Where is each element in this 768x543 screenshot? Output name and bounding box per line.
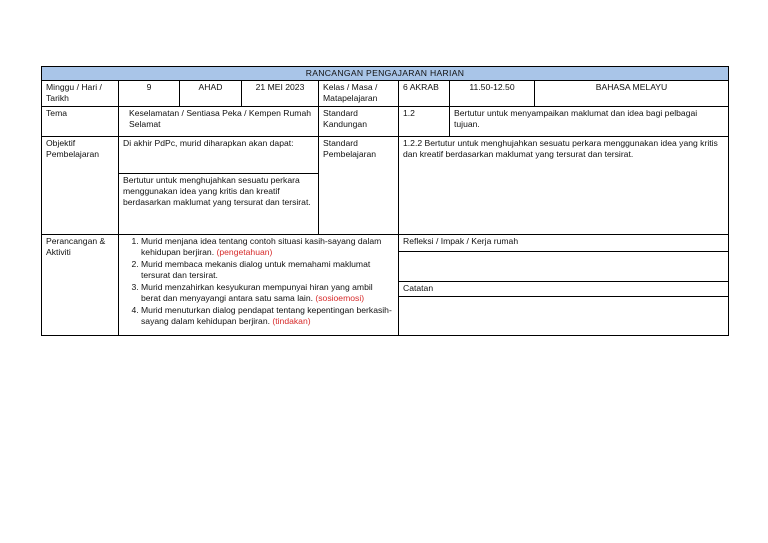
row-aktiviti bbox=[42, 235, 729, 336]
title-row bbox=[42, 67, 729, 81]
catatan-label: Catatan bbox=[399, 282, 728, 297]
objektif-cell bbox=[119, 137, 319, 235]
perancangan-label: Perancangan & Aktiviti bbox=[42, 235, 119, 336]
standard-kandungan-text: Bertutur untuk menyampaikan maklumat dan idea bagi pelbagai tujuan. bbox=[450, 107, 729, 137]
activity-tag: (tindakan) bbox=[272, 316, 311, 326]
row-tema bbox=[42, 107, 729, 137]
subjek-value: BAHASA MELAYU bbox=[535, 81, 729, 107]
catatan-blank bbox=[399, 297, 728, 329]
kelas-masa-label: Kelas / Masa / Matapelajaran bbox=[319, 81, 399, 107]
standard-pembelajaran-label: Standard Pembelajaran bbox=[319, 137, 399, 235]
activity-item: 3. Murid menzahirkan kesyukuran mempunyai hiran yang ambil berat dan menyayangi antara satu sama lain. (sosioemosi) bbox=[141, 282, 394, 304]
activity-item: 1. Murid menjana idea tentang contoh situasi kasih-sayang dalam kehidupan berjiran. (pengetahuan) bbox=[141, 236, 394, 258]
refleksi-blank bbox=[399, 252, 728, 282]
standard-kandungan-code: 1.2 bbox=[399, 107, 450, 137]
activity-tag: (sosioemosi) bbox=[315, 293, 365, 303]
masa-value: 11.50-12.50 bbox=[450, 81, 535, 107]
tema-label: Tema bbox=[42, 107, 119, 137]
refleksi-label: Refleksi / Impak / Kerja rumah bbox=[399, 235, 728, 252]
objektif-label: Objektif Pembelajaran bbox=[42, 137, 119, 235]
standard-kandungan-label: Standard Kandungan bbox=[319, 107, 399, 137]
table-title: RANCANGAN PENGAJARAN HARIAN bbox=[42, 67, 729, 81]
row-objektif bbox=[42, 137, 729, 235]
kelas-value: 6 AKRAB bbox=[399, 81, 450, 107]
activity-tag: (pengetahuan) bbox=[216, 247, 273, 257]
objektif-intro: Di akhir PdPc, murid diharapkan akan dapat: bbox=[119, 137, 318, 174]
minggu-value: 9 bbox=[119, 81, 180, 107]
objektif-text: Bertutur untuk menghujahkan sesuatu perkara menggunakan idea yang kritis dan kreatif berdasarkan maklumat yang tersurat dan tersirat. bbox=[123, 175, 311, 207]
tarikh-value: 21 MEI 2023 bbox=[242, 81, 319, 107]
lesson-plan-table bbox=[41, 66, 729, 336]
activity-item: 4. Murid menuturkan dialog pendapat tentang kepentingan berkasih-sayang dalam kehidupan berjiran. (tindakan) bbox=[141, 305, 394, 327]
standard-pembelajaran-text: 1.2.2 Bertutur untuk menghujahkan sesuatu perkara menggunakan idea yang kritis dan kreatif berdasarkan maklumat yang tersurat dan tersirat. bbox=[399, 137, 729, 235]
activity-list bbox=[123, 236, 394, 327]
refleksi-catatan-cell bbox=[399, 235, 729, 336]
minggu-hari-tarikh-label: Minggu / Hari / Tarikh bbox=[42, 81, 119, 107]
activities-cell bbox=[119, 235, 399, 336]
tema-value: Keselamatan / Sentiasa Peka / Kempen Rumah Selamat bbox=[119, 107, 319, 137]
row-minggu bbox=[42, 81, 729, 107]
activity-item: 2. Murid membaca mekanis dialog untuk memahami maklumat tersurat dan tersirat. bbox=[141, 259, 394, 281]
hari-value: AHAD bbox=[180, 81, 242, 107]
